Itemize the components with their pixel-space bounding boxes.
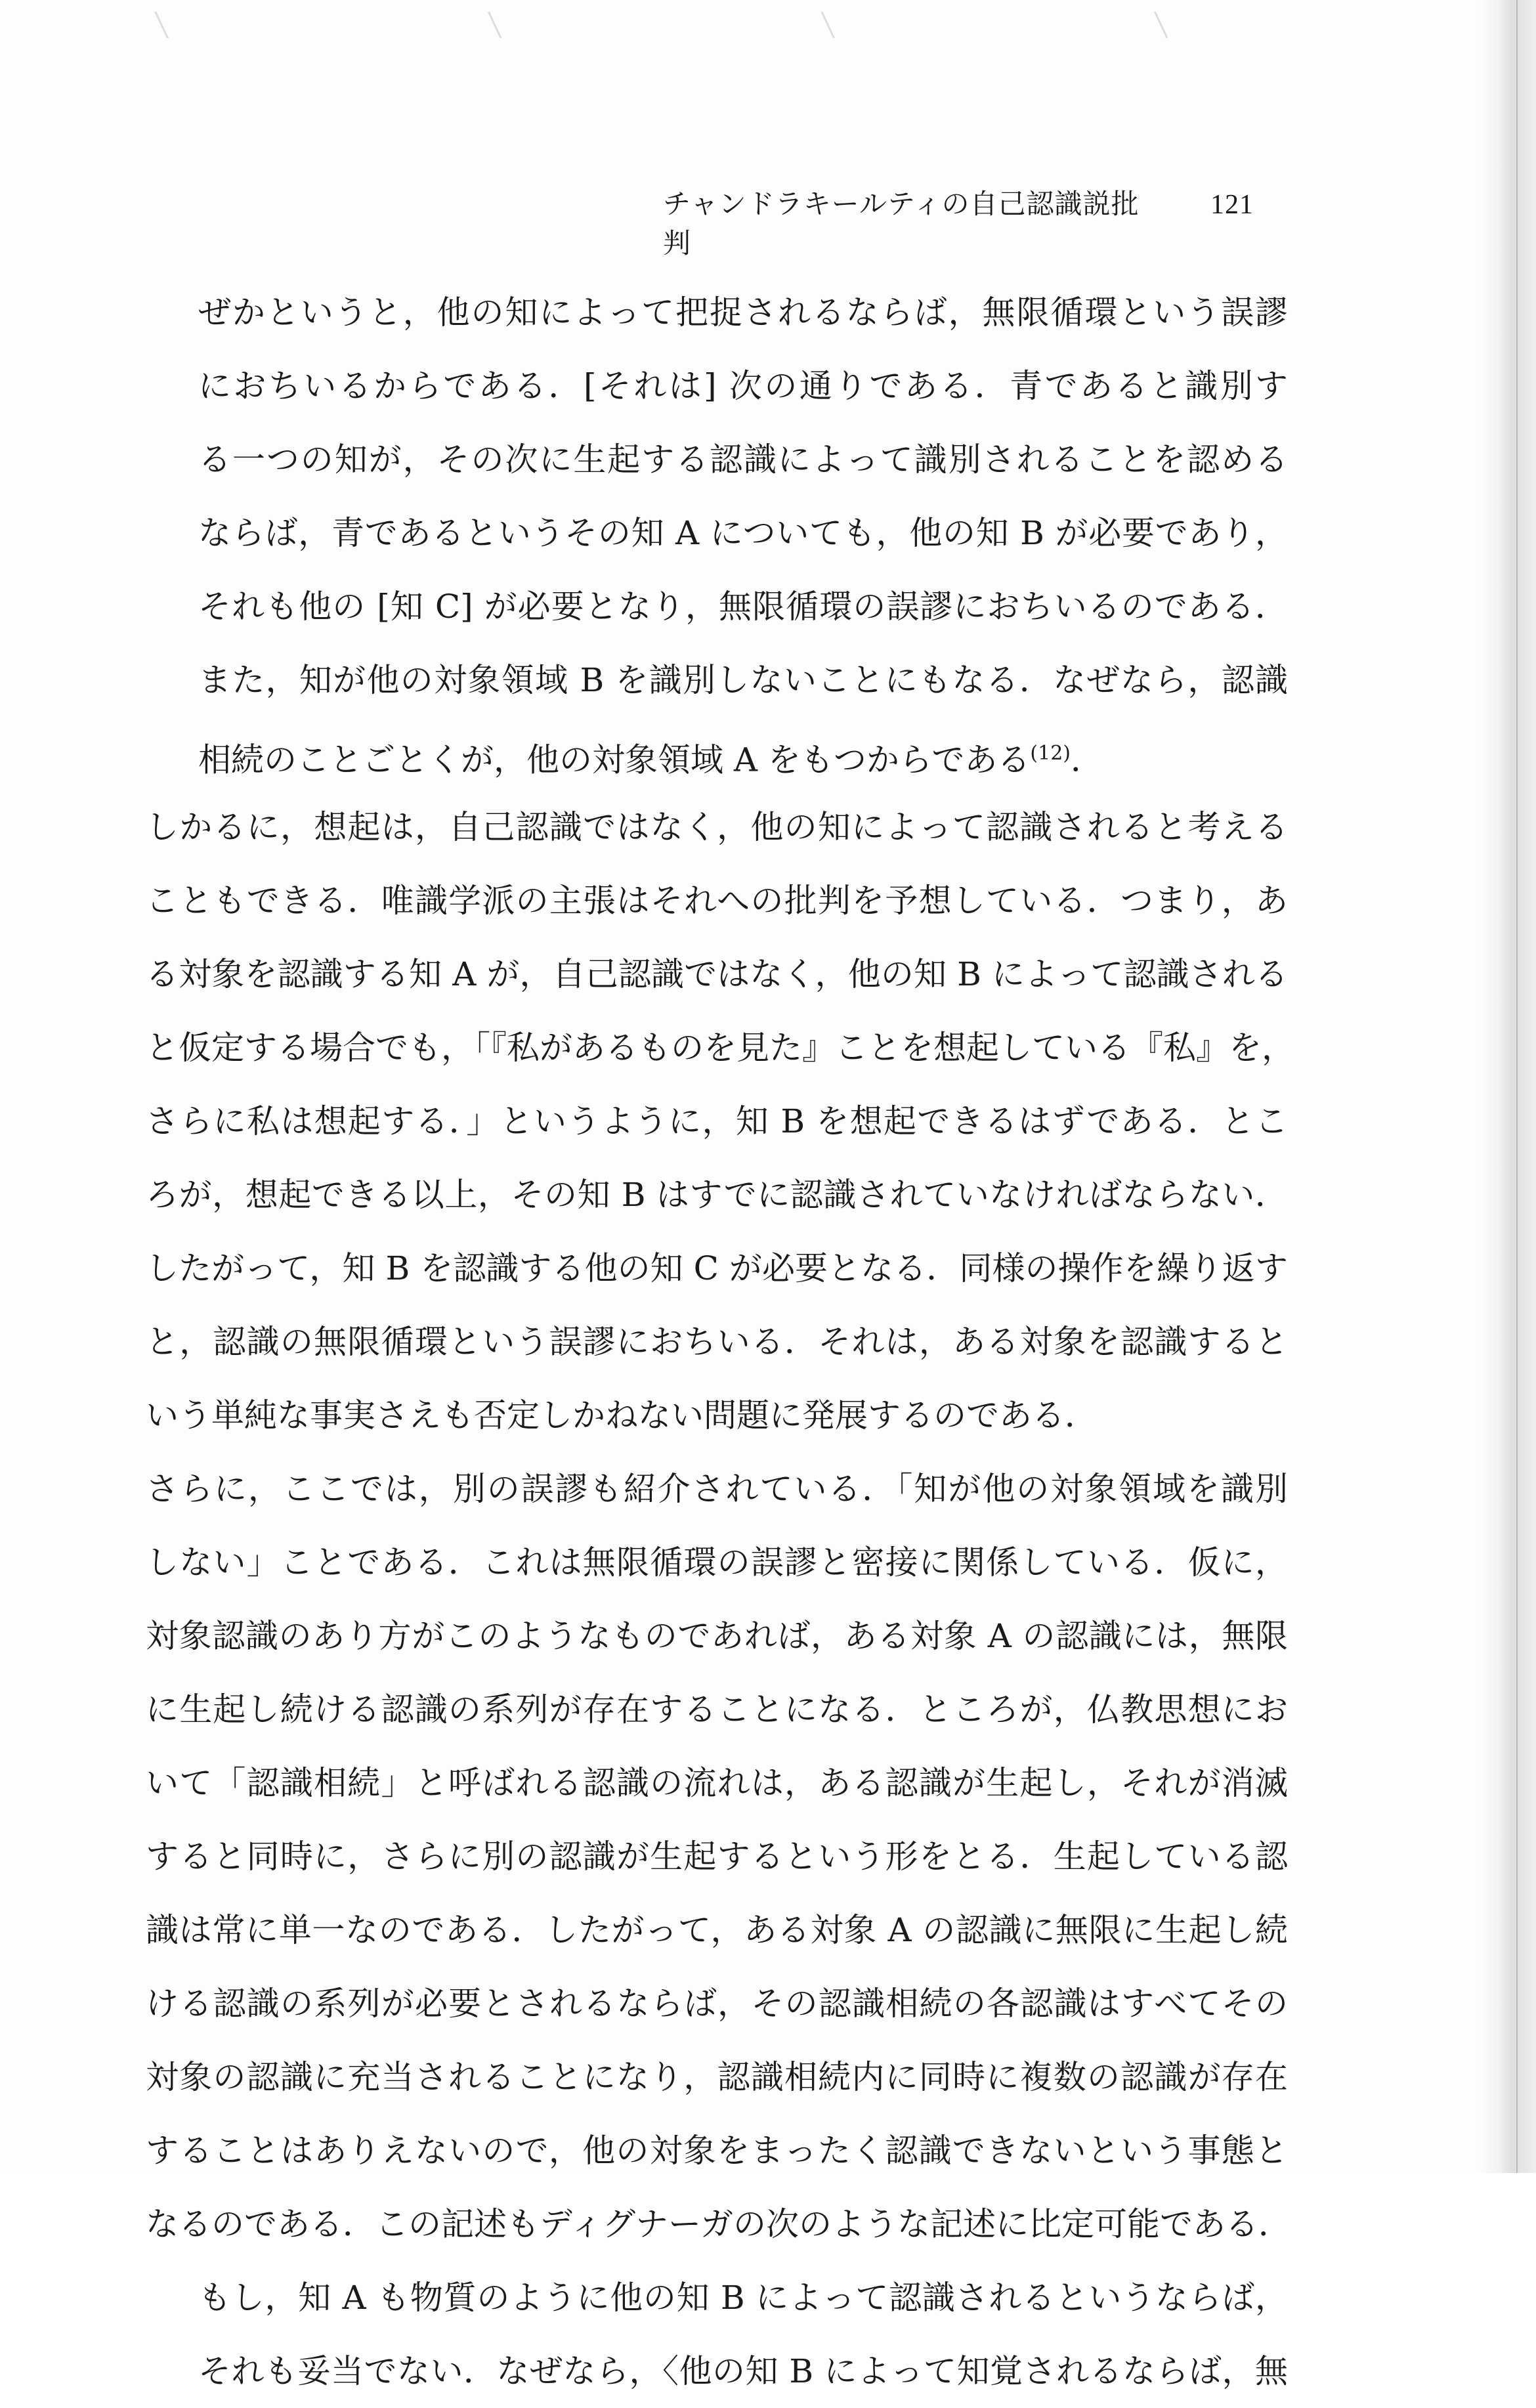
quote1-line-6: また，知が他の対象領域 B を識別しないことにもなる．なぜなら，認識 — [198, 661, 1288, 699]
para1-line-3: る対象を認識する知 A が，自己認識ではなく，他の知 B によって認識される — [146, 955, 1288, 993]
para2-line-1: さらに，ここでは，別の誤謬も紹介されている．「知が他の対象領域を識別 — [146, 1470, 1288, 1508]
para2-line-2: しない」ことである．これは無限循環の誤謬と密接に関係している．仮に， — [146, 1543, 1288, 1581]
scan-edge-line — [1516, 0, 1518, 2173]
para2-line-6: すると同時に，さらに別の認識が生起するという形をとる．生起している認 — [146, 1838, 1288, 1876]
para2-line-8: ける認識の系列が必要とされるならば，その認識相続の各認識はすべてその — [146, 1985, 1288, 2023]
block-quote-1 — [146, 276, 1288, 790]
para1-line-5: さらに私は想起する．」というように，知 B を想起できるはずである．とこ — [146, 1102, 1288, 1140]
quote1-line-4: ならば，青であるというその知 A についても，他の知 B が必要であり， — [198, 514, 1288, 552]
para2-line-4: に生起し続ける認識の系列が存在することになる．ところが，仏教思想にお — [146, 1690, 1288, 1729]
running-head — [663, 183, 1254, 261]
quote1-line-1: ぜかというと，他の知によって把捉されるならば，無限循環という誤謬 — [198, 293, 1288, 332]
para2-line-9: 対象の認識に充当されることになり，認識相続内に同時に複数の認識が存在 — [146, 2058, 1288, 2096]
para1-line-7: したがって，知 B を認識する他の知 C が必要となる．同様の操作を繰り返す — [146, 1249, 1288, 1287]
para1-line-9: いう単純な事実さえも否定しかねない問題に発展するのである． — [146, 1396, 1098, 1434]
body-text — [146, 276, 1294, 2408]
paragraph-2 — [146, 1452, 1291, 2261]
running-title: チャンドラキールティの自己認識説批判 — [663, 188, 1140, 259]
para2-line-7: 識は常に単一なのである．したがって，ある対象 A の認識に無限に生起し続 — [146, 1911, 1288, 1949]
paragraph-1 — [146, 790, 1294, 1452]
block-quote-2 — [146, 2261, 1288, 2408]
para2-line-11: なるのである．この記述もディグナーガの次のような記述に比定可能である． — [146, 2205, 1291, 2243]
quote1-line-2: におちいるからである．[それは] 次の通りである．青であると識別す — [198, 367, 1288, 405]
quote2-line-2: それも妥当でない．なぜなら，〈他の知 B によって知覚されるならば，無 — [198, 2352, 1288, 2390]
para2-line-5: いて「認識相続」と呼ばれる認識の流れは，ある認識が生起し，それが消滅 — [146, 1764, 1288, 1802]
page-number: 121 — [1210, 190, 1254, 220]
footnote-ref[interactable]: (12) — [1030, 742, 1071, 765]
quote1-end-punct: ． — [1071, 741, 1103, 779]
quote2-line-1: もし，知 A も物質のように他の知 B によって認識されるというならば， — [198, 2279, 1288, 2317]
scan-shadow-right — [1477, 0, 1536, 2173]
para1-line-6: ろが，想起できる以上，その知 B はすでに認識されていなければならない． — [146, 1176, 1288, 1214]
para1-line-1: しかるに，想起は，自己認識ではなく，他の知によって認識されると考える — [146, 808, 1288, 846]
para1-line-8: と，認識の無限循環という誤謬におちいる．それは，ある対象を認識すると — [146, 1323, 1288, 1361]
quote1-line-3: る一つの知が，その次に生起する認識によって識別されることを認める — [198, 441, 1288, 479]
scan-noise-top — [0, 12, 1444, 38]
quote1-line-7 — [146, 717, 1288, 790]
para1-line-4: と仮定する場合でも，「『私があるものを見た』ことを想起している『私』を， — [146, 1029, 1294, 1067]
para1-line-2: こともできる．唯識学派の主張はそれへの批判を予想している．つまり，あ — [146, 882, 1288, 920]
quote1-line-7-text: 相続のことごとくが，他の対象領域 A をもつからである — [198, 741, 1031, 779]
para2-line-3: 対象認識のあり方がこのようなものであれば，ある対象 A の認識には，無限 — [146, 1617, 1288, 1655]
para2-line-10: することはありえないので，他の対象をまったく認識できないという事態と — [146, 2132, 1288, 2170]
quote1-line-5: それも他の [知 C] が必要となり，無限循環の誤謬におちいるのである． — [198, 588, 1288, 626]
